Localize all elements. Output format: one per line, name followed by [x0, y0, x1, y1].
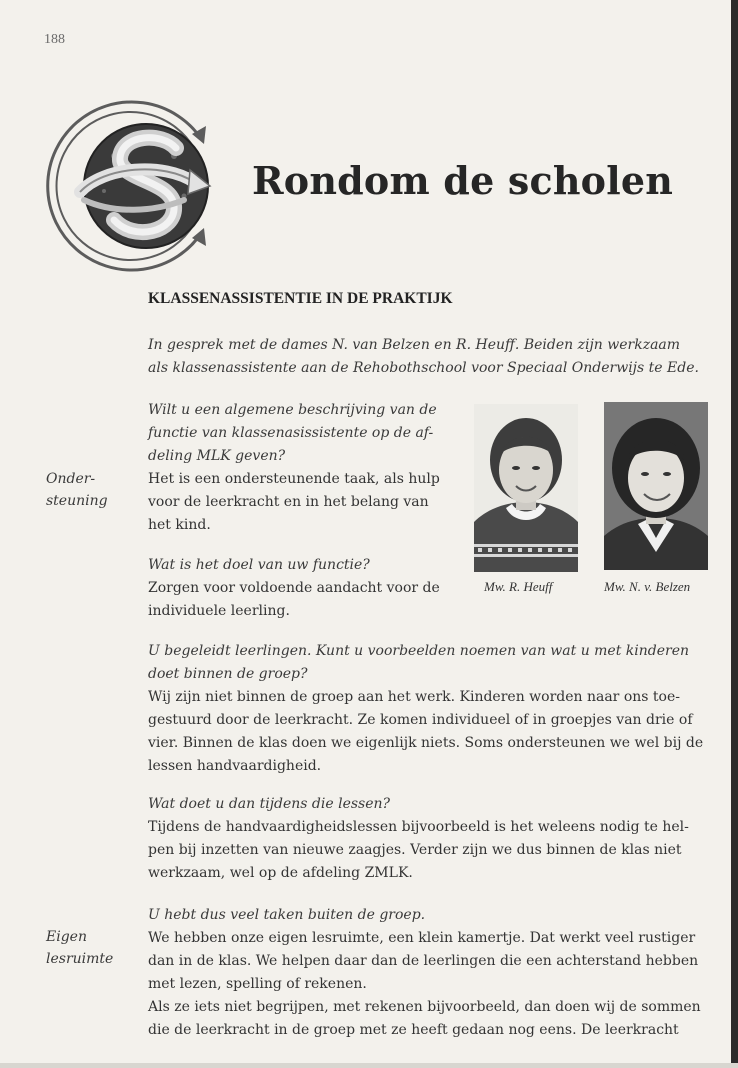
answer-line: Wij zijn niet binnen de groep aan het werk. Kinderen worden naar ons toe-: [148, 689, 680, 705]
answer-line: met lezen, spelling of rekenen.: [148, 976, 367, 992]
answer-line: lessen handvaardigheid.: [148, 758, 322, 774]
answer-line: gestuurd door de leerkracht. Ze komen individueel of in groepjes van drie of: [148, 712, 693, 728]
answer-line: het kind.: [148, 517, 211, 533]
margin-note-line: lesruimte: [46, 951, 114, 967]
portrait-belzen-image: [604, 402, 708, 570]
margin-note-ondersteuning: [46, 468, 136, 512]
answer-line: pen bij inzetten van nieuwe zaagjes. Verder zijn we dus binnen de klas niet: [148, 842, 682, 858]
page-number: 188: [44, 32, 65, 47]
question-line: Wilt u een algemene beschrijving van de: [148, 402, 437, 418]
photo-caption-heuff: Mw. R. Heuff: [484, 579, 553, 594]
photo-belzen: [604, 402, 708, 570]
intro-line: als klassenassistente aan de Rehobothschool voor Speciaal Onderwijs te Ede.: [148, 360, 699, 376]
portrait-heuff-image: [474, 404, 578, 572]
question-line: doet binnen de groep?: [148, 666, 308, 682]
article-intro: [148, 334, 710, 380]
question-line: U hebt dus veel taken buiten de groep.: [148, 907, 426, 923]
qa-block-1: [148, 399, 456, 537]
rondom-de-scholen-logo-icon: [44, 96, 214, 276]
margin-note-eigen-lesruimte: [46, 926, 136, 970]
question-line: functie van klassenasissistente op de af-: [148, 425, 434, 441]
photo-caption-belzen: Mw. N. v. Belzen: [604, 579, 691, 594]
answer-line: dan in de klas. We helpen daar dan de leerlingen die een achterstand hebben: [148, 953, 699, 969]
margin-note-line: Eigen: [46, 929, 87, 945]
answer-line: die de leerkracht in de groep met ze heeft gedaan nog eens. De leerkracht: [148, 1022, 679, 1038]
margin-note-line: Onder-: [46, 471, 96, 487]
intro-line: In gesprek met de dames N. van Belzen en R. Heuff. Beiden zijn werkzaam: [148, 337, 681, 353]
qa-block-5: [148, 904, 710, 1042]
answer-line: Als ze iets niet begrijpen, met rekenen bijvoorbeeld, dan doen wij de sommen: [148, 999, 701, 1015]
qa-block-3: [148, 640, 710, 778]
chapter-title: Rondom de scholen: [252, 158, 674, 203]
answer-line: Tijdens de handvaardigheidslessen bijvoorbeeld is het weleens nodig te hel-: [148, 819, 689, 835]
answer-line: Het is een ondersteunende taak, als hulp: [148, 471, 440, 487]
answer-line: Zorgen voor voldoende aandacht voor de: [148, 580, 440, 596]
question-line: U begeleidt leerlingen. Kunt u voorbeelden noemen van wat u met kinderen: [148, 643, 690, 659]
question-line: deling MLK geven?: [148, 448, 286, 464]
question-line: Wat is het doel van uw functie?: [148, 557, 370, 573]
qa-block-4: [148, 793, 710, 885]
question-line: Wat doet u dan tijdens die lessen?: [148, 796, 391, 812]
page-bottom-edge: [0, 1063, 738, 1068]
article-heading: KLASSENASSISTENTIE IN DE PRAKTIJK: [148, 290, 453, 307]
answer-line: We hebben onze eigen lesruimte, een klein kamertje. Dat werkt veel rustiger: [148, 930, 696, 946]
answer-line: voor de leerkracht en in het belang van: [148, 494, 429, 510]
photo-heuff: [474, 404, 578, 572]
margin-note-line: steuning: [46, 493, 108, 509]
page-edge: [731, 0, 738, 1068]
answer-line: individuele leerling.: [148, 603, 290, 619]
answer-line: werkzaam, wel op de afdeling ZMLK.: [148, 865, 413, 881]
answer-line: vier. Binnen de klas doen we eigenlijk niets. Soms ondersteunen we wel bij de: [148, 735, 704, 751]
qa-block-2: [148, 554, 456, 623]
